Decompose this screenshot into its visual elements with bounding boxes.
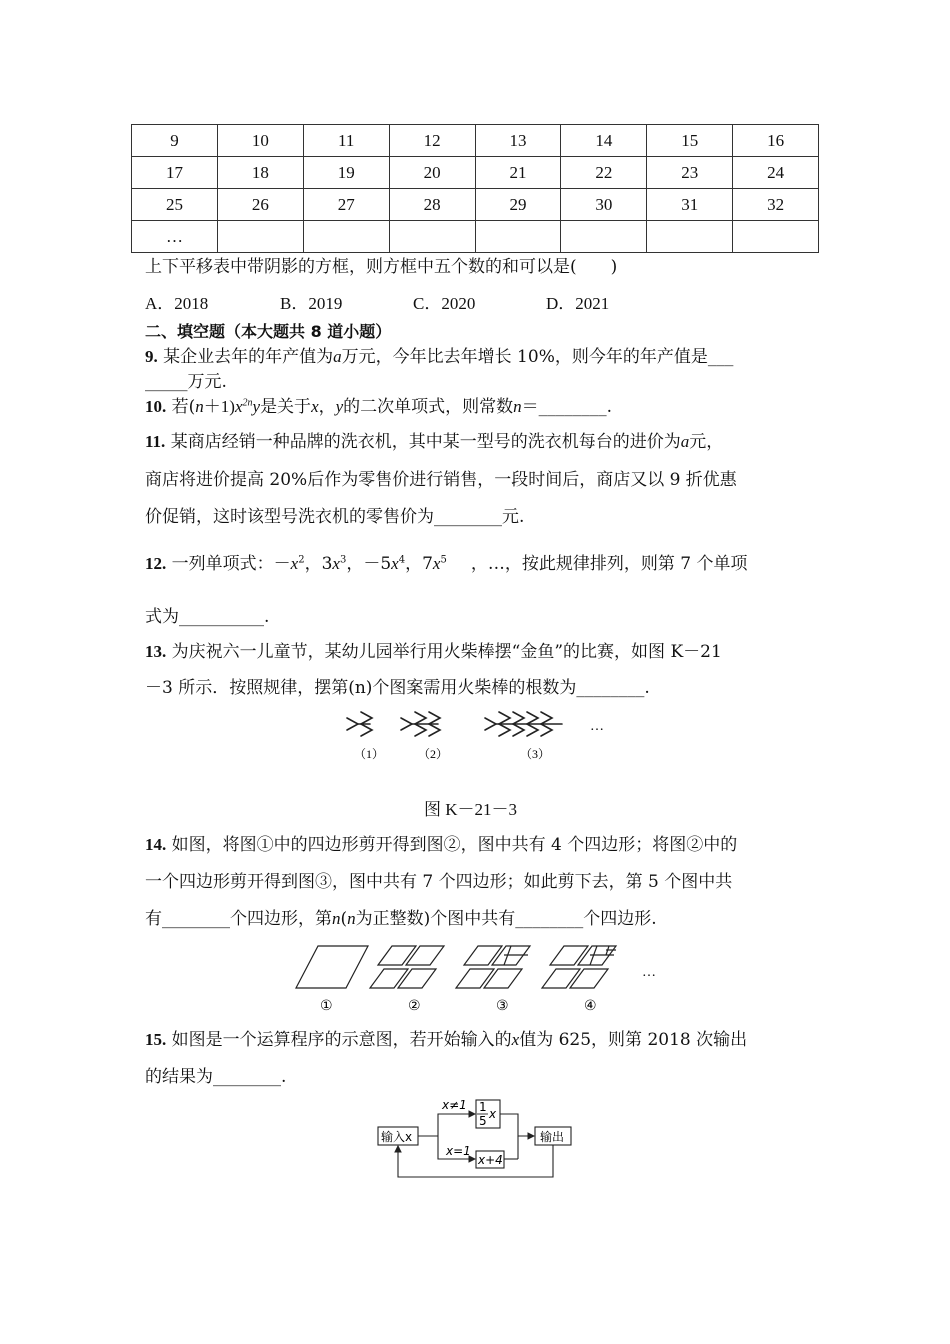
table-cell	[475, 221, 561, 253]
q14-text-3a: 有________个四边形，第	[145, 909, 332, 929]
q15-var: x	[511, 1030, 520, 1049]
fish-label-1: （1）	[354, 747, 385, 761]
q8-options	[145, 289, 609, 314]
table-cell: 25	[132, 189, 218, 221]
fish-pattern-3	[485, 712, 562, 736]
flow-cond1: x≠1	[442, 1098, 467, 1112]
quad-2	[370, 946, 444, 988]
q10-eq: ＝________.	[521, 397, 613, 417]
table-cell	[303, 221, 389, 253]
q10-x: x	[234, 397, 243, 416]
q9-line2: _____万元.	[145, 372, 227, 392]
q12-e1: 2	[298, 554, 305, 566]
fish-label-2: （2）	[418, 747, 449, 761]
q15-text-b: 值为 625，则第 2018 次输出	[519, 1030, 748, 1050]
q11-text-a: 某商店经销一种品牌的洗衣机，其中某一型号的洗衣机每台的进价为	[170, 432, 681, 452]
q14-text-3c: 为正整数)个图中共有________个四边形.	[355, 909, 657, 929]
table-cell: 18	[217, 157, 303, 189]
q15-number: 15.	[145, 1030, 167, 1049]
table-row	[132, 157, 819, 189]
option-c: C．2020	[413, 294, 476, 313]
q12-pre: 一列单项式：－	[171, 554, 291, 574]
table-row	[132, 221, 819, 253]
q14-line3	[145, 907, 657, 931]
q14-text-3b: (	[340, 909, 348, 929]
table-cell: 13	[475, 125, 561, 157]
q15-line2: 的结果为________.	[145, 1067, 287, 1087]
q9-line1	[145, 345, 733, 369]
table-cell: …	[132, 221, 218, 253]
table-cell	[217, 221, 303, 253]
quad-4	[542, 946, 616, 988]
table-cell: 20	[389, 157, 475, 189]
q10-open: 若(	[171, 397, 196, 417]
flowchart	[370, 1095, 590, 1185]
table-row	[132, 125, 819, 157]
table-cell: 31	[647, 189, 733, 221]
quad-label-4: ④	[584, 998, 597, 1014]
fish-figure	[330, 706, 630, 766]
table-cell: 29	[475, 189, 561, 221]
q11-line3: 价促销，这时该型号洗衣机的零售价为________元.	[145, 507, 525, 527]
table-cell: 22	[561, 157, 647, 189]
q10-n2: n	[513, 397, 522, 416]
q10-exp: 2n	[242, 397, 253, 409]
table-cell: 11	[303, 125, 389, 157]
q12-e2: 3	[339, 554, 347, 566]
q9-number: 9.	[145, 347, 158, 366]
q14-line2: 一个四边形剪开得到图③，图中共有 7 个四边形；如此剪下去，第 5 个图中共	[145, 872, 733, 892]
q13-number: 13.	[145, 642, 167, 661]
fish-pattern-1	[347, 712, 372, 736]
table-cell: 27	[303, 189, 389, 221]
q12-t2: x	[332, 554, 340, 573]
q12-c2: ，－5	[346, 554, 392, 574]
q13-line1	[145, 640, 722, 664]
q10-comma: ，	[318, 397, 336, 417]
q10-number: 10.	[145, 397, 167, 416]
section-title: 二、填空题（本大题共 8 道小题）	[145, 322, 392, 341]
table-cell: 26	[217, 189, 303, 221]
table-cell: 14	[561, 125, 647, 157]
q12-c3: ，7	[405, 554, 433, 574]
q8-stem: 上下平移表中带阴影的方框，则方框中五个数的和可以是( )	[145, 257, 618, 277]
q11-number: 11.	[145, 432, 166, 451]
table-cell: 30	[561, 189, 647, 221]
q9-text-b: 万元，今年比去年增长 10%，则今年的年产值是___	[341, 347, 734, 367]
q11-var: a	[680, 432, 690, 451]
q14-line1	[145, 833, 737, 857]
fish-pattern-2	[401, 712, 440, 736]
q11-text-b: 元，	[689, 432, 724, 452]
q10-plus: ＋1)	[203, 397, 235, 416]
quad-label-2: ②	[408, 998, 421, 1014]
quad-label-3: ③	[496, 998, 509, 1014]
table-cell: 16	[733, 125, 819, 157]
table-row	[132, 189, 819, 221]
q10-line	[145, 395, 612, 419]
q12-e4: 5	[440, 554, 447, 566]
table-cell: 24	[733, 157, 819, 189]
q12-t4: x	[432, 554, 441, 573]
q12-c1: ，3	[304, 554, 333, 574]
table-cell	[561, 221, 647, 253]
q12-t3: x	[391, 554, 399, 573]
table-cell: 28	[389, 189, 475, 221]
q9-text-a: 某企业去年的年产值为	[163, 347, 334, 367]
fish-label-3: （3）	[520, 747, 551, 761]
table-cell: 17	[132, 157, 218, 189]
flow-op1-var: x	[489, 1107, 497, 1121]
q12-post: ，…，按此规律排列，则第 7 个单项	[470, 554, 748, 574]
flow-cond2: x=1	[446, 1144, 471, 1158]
q10-y: y	[252, 397, 261, 416]
table-cell: 12	[389, 125, 475, 157]
table-cell	[647, 221, 733, 253]
option-a: A．2018	[145, 294, 209, 313]
quad-1	[296, 946, 368, 988]
table-cell: 15	[647, 125, 733, 157]
option-d: D．2021	[546, 294, 610, 313]
number-table	[131, 124, 819, 253]
q15-line1	[145, 1028, 747, 1052]
q9-var: a	[333, 347, 342, 366]
q11-line2: 商店将进价提高 20%后作为零售价进行销售，一段时间后，商店又以 9 折优惠	[145, 470, 737, 490]
option-b: B．2019	[280, 294, 343, 313]
q14-text-1: 如图，将图①中的四边形剪开得到图②，图中共有 4 个四边形；将图②中的	[171, 835, 738, 855]
flow-op2: x+4	[478, 1153, 503, 1167]
table-cell: 23	[647, 157, 733, 189]
table-cell	[389, 221, 475, 253]
quad-3	[456, 946, 530, 988]
q12-line1	[145, 552, 747, 576]
q10-y2: y	[335, 397, 344, 416]
q12-number: 12.	[145, 554, 167, 573]
flow-op1-num: 1	[479, 1100, 487, 1114]
table-cell: 19	[303, 157, 389, 189]
table-cell	[733, 221, 819, 253]
q10-mid: 是关于	[260, 397, 312, 417]
flow-output-label: 输出	[540, 1130, 565, 1144]
q11-line1	[145, 430, 723, 454]
quad-label-1: ①	[320, 998, 333, 1014]
q14-n2: n	[347, 909, 356, 928]
q10-n1: n	[195, 397, 204, 416]
flow-input-label: 输入x	[381, 1130, 413, 1144]
table-cell: 10	[217, 125, 303, 157]
q12-line2: 式为__________.	[145, 607, 270, 627]
q13-text-1: 为庆祝六一儿童节，某幼儿园举行用火柴棒摆“金鱼”的比赛，如图 K－21	[171, 642, 722, 662]
table-cell: 9	[132, 125, 218, 157]
q14-number: 14.	[145, 835, 167, 854]
q13-caption: 图 K－21－3	[424, 800, 518, 819]
fish-ellipsis: …	[590, 719, 604, 734]
flow-op1-den: 5	[479, 1114, 487, 1128]
q12-t1: x	[290, 554, 299, 573]
quad-ellipsis: …	[642, 965, 656, 980]
table-cell: 21	[475, 157, 561, 189]
quad-figure	[290, 940, 670, 1015]
q10-x2: x	[311, 397, 319, 416]
q10-tail: 的二次单项式，则常数	[343, 397, 514, 417]
q14-n: n	[332, 909, 341, 928]
table-cell: 32	[733, 189, 819, 221]
q15-text-a: 如图是一个运算程序的示意图，若开始输入的	[171, 1030, 512, 1050]
q12-e3: 4	[398, 554, 406, 566]
q13-line2: －3 所示．按照规律，摆第(n)个图案需用火柴棒的根数为________.	[145, 678, 650, 698]
